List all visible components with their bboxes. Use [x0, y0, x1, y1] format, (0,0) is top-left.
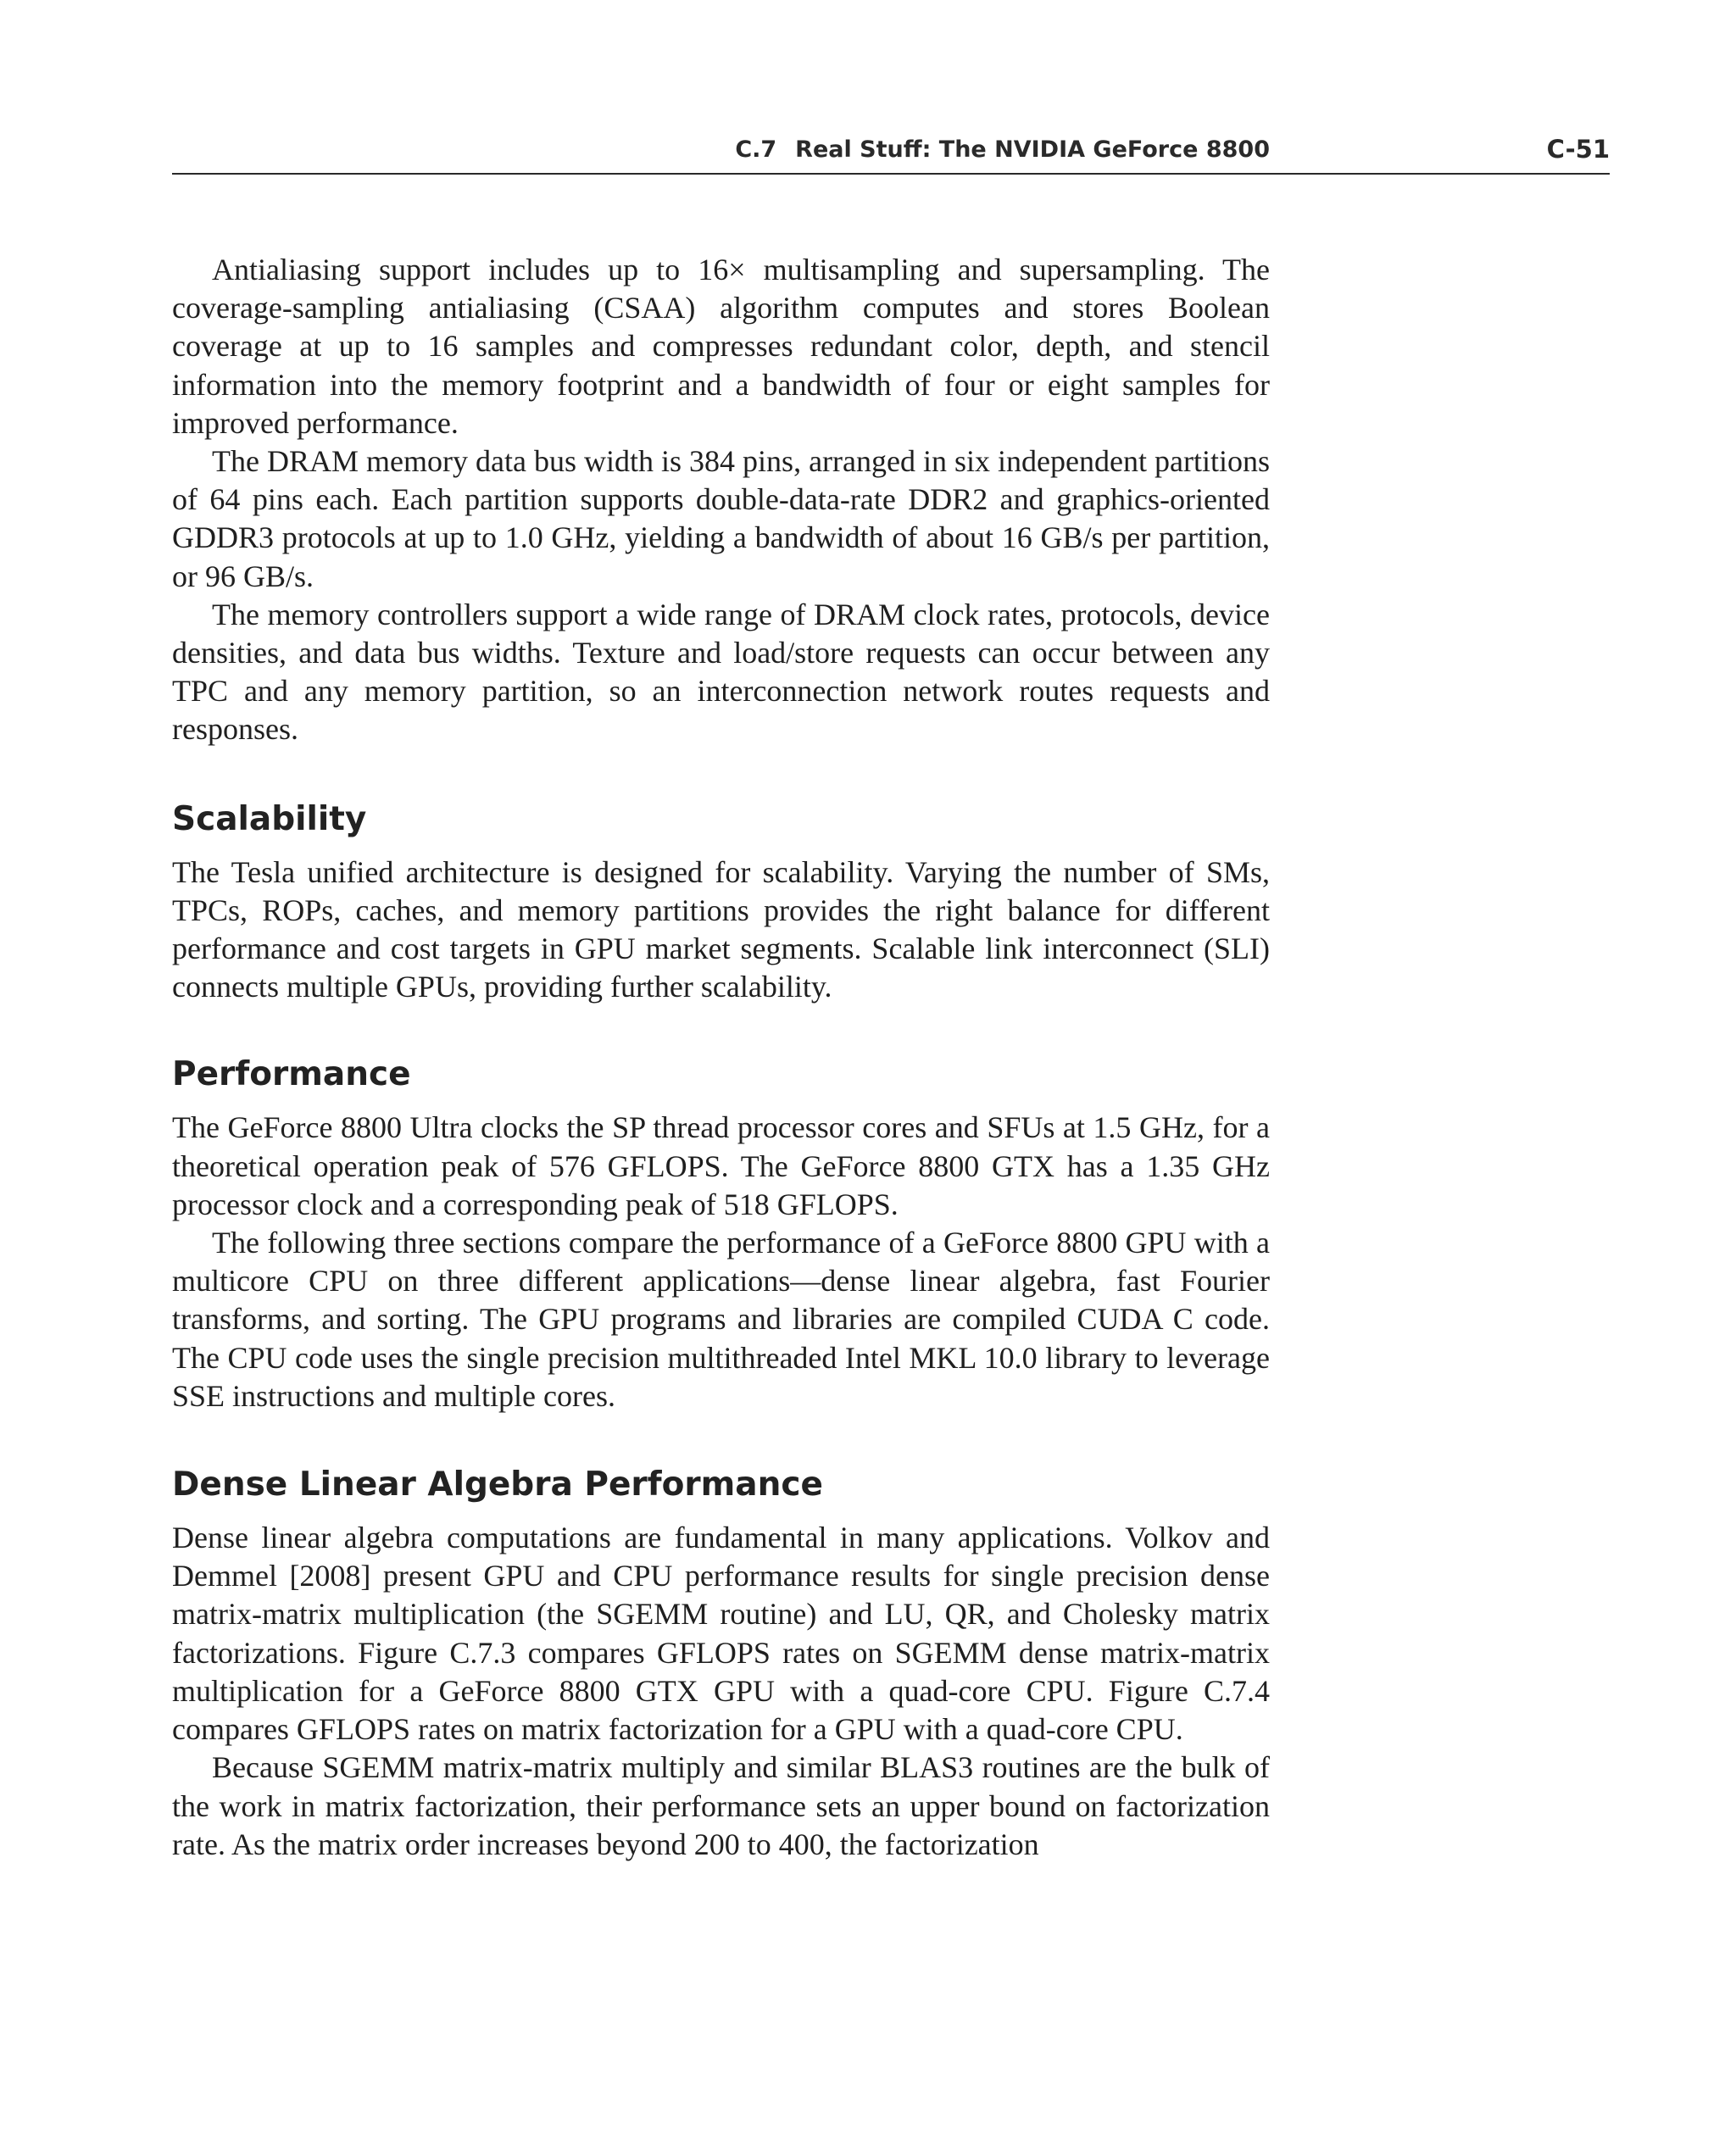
heading-performance: Performance [172, 1055, 411, 1094]
running-head-title [735, 136, 1270, 163]
paragraph-performance-1: The GeForce 8800 Ultra clocks the SP thread processor cores and SFUs at 1.5 GHz, for a theoretical operation peak of 576 GFLOPS. The GeForce 8800 GTX has a 1.35 GHz processor clock and a corresponding peak of 518 GFLOPS. [172, 1110, 1270, 1221]
paragraph-dram: The DRAM memory data bus width is 384 pins, arranged in six independent partitions of 64 pins each. Each partition supports double-data-rate DDR2 and graphics-oriented GDDR3 protocols at up to 1.0 GHz, yielding a bandwidth of about 16 GB/s per partition, or 96 GB/s. [172, 444, 1270, 593]
section-number: C.7 [735, 136, 777, 163]
page-number: C-51 [1546, 135, 1610, 164]
paragraph-memory-controllers: The memory controllers support a wide range of DRAM clock rates, protocols, device densities, and data bus widths. Texture and load/store requests can occur between any TPC and any memory partition, so an interconnection network routes requests and responses. [172, 597, 1270, 747]
paragraph-antialiasing: Antialiasing support includes up to 16× multisampling and supersampling. The coverage-sampling antialiasing (CSAA) algorithm computes and stores Boolean coverage at up to 16 samples and compresses redundant color, depth, and stencil information into the memory footprint and a bandwidth of four or eight samples for improved performance. [172, 253, 1270, 440]
heading-dense-linear-algebra: Dense Linear Algebra Performance [172, 1465, 823, 1504]
heading-scalability: Scalability [172, 799, 367, 838]
running-head [172, 129, 1610, 175]
body-text [172, 251, 1270, 1864]
paragraph-scalability: The Tesla unified architecture is designed for scalability. Varying the number of SMs, TPCs, ROPs, caches, and memory partitions provides the right balance for different performance and cost targets in GPU market segments. Scalable link interconnect (SLI) connects multiple GPUs, providing further scalability. [172, 854, 1270, 1004]
section-title: Real Stuff: The NVIDIA GeForce 8800 [795, 136, 1270, 163]
paragraph-dense-2: Because SGEMM matrix-matrix multiply and similar BLAS3 routines are the bulk of the work in matrix factorization, their performance sets an upper bound on factorization rate. As the matrix order increases beyond 200 to 400, the factorization [172, 1750, 1270, 1861]
paragraph-dense-1: Dense linear algebra computations are fundamental in many applications. Volkov and Demmel [2008] present GPU and CPU performance results for single precision dense matrix-matrix multiplication (the SGEMM routine) and LU, QR, and Cholesky matrix factorizations. Figure C.7.3 compares GFLOPS rates on SGEMM dense matrix-matrix multiplication for a GeForce 8800 GTX GPU with a quad-core CPU. Figure C.7.4 compares GFLOPS rates on matrix factorization for a GPU with a quad-core CPU. [172, 1521, 1270, 1747]
paragraph-performance-2: The following three sections compare the performance of a GeForce 8800 GPU with a multicore CPU on three different applications—dense linear algebra, fast Fourier transforms, and sorting. The GPU programs and libraries are compiled CUDA C code. The CPU code uses the single precision multithreaded Intel MKL 10.0 library to leverage SSE instructions and multiple cores. [172, 1226, 1270, 1413]
